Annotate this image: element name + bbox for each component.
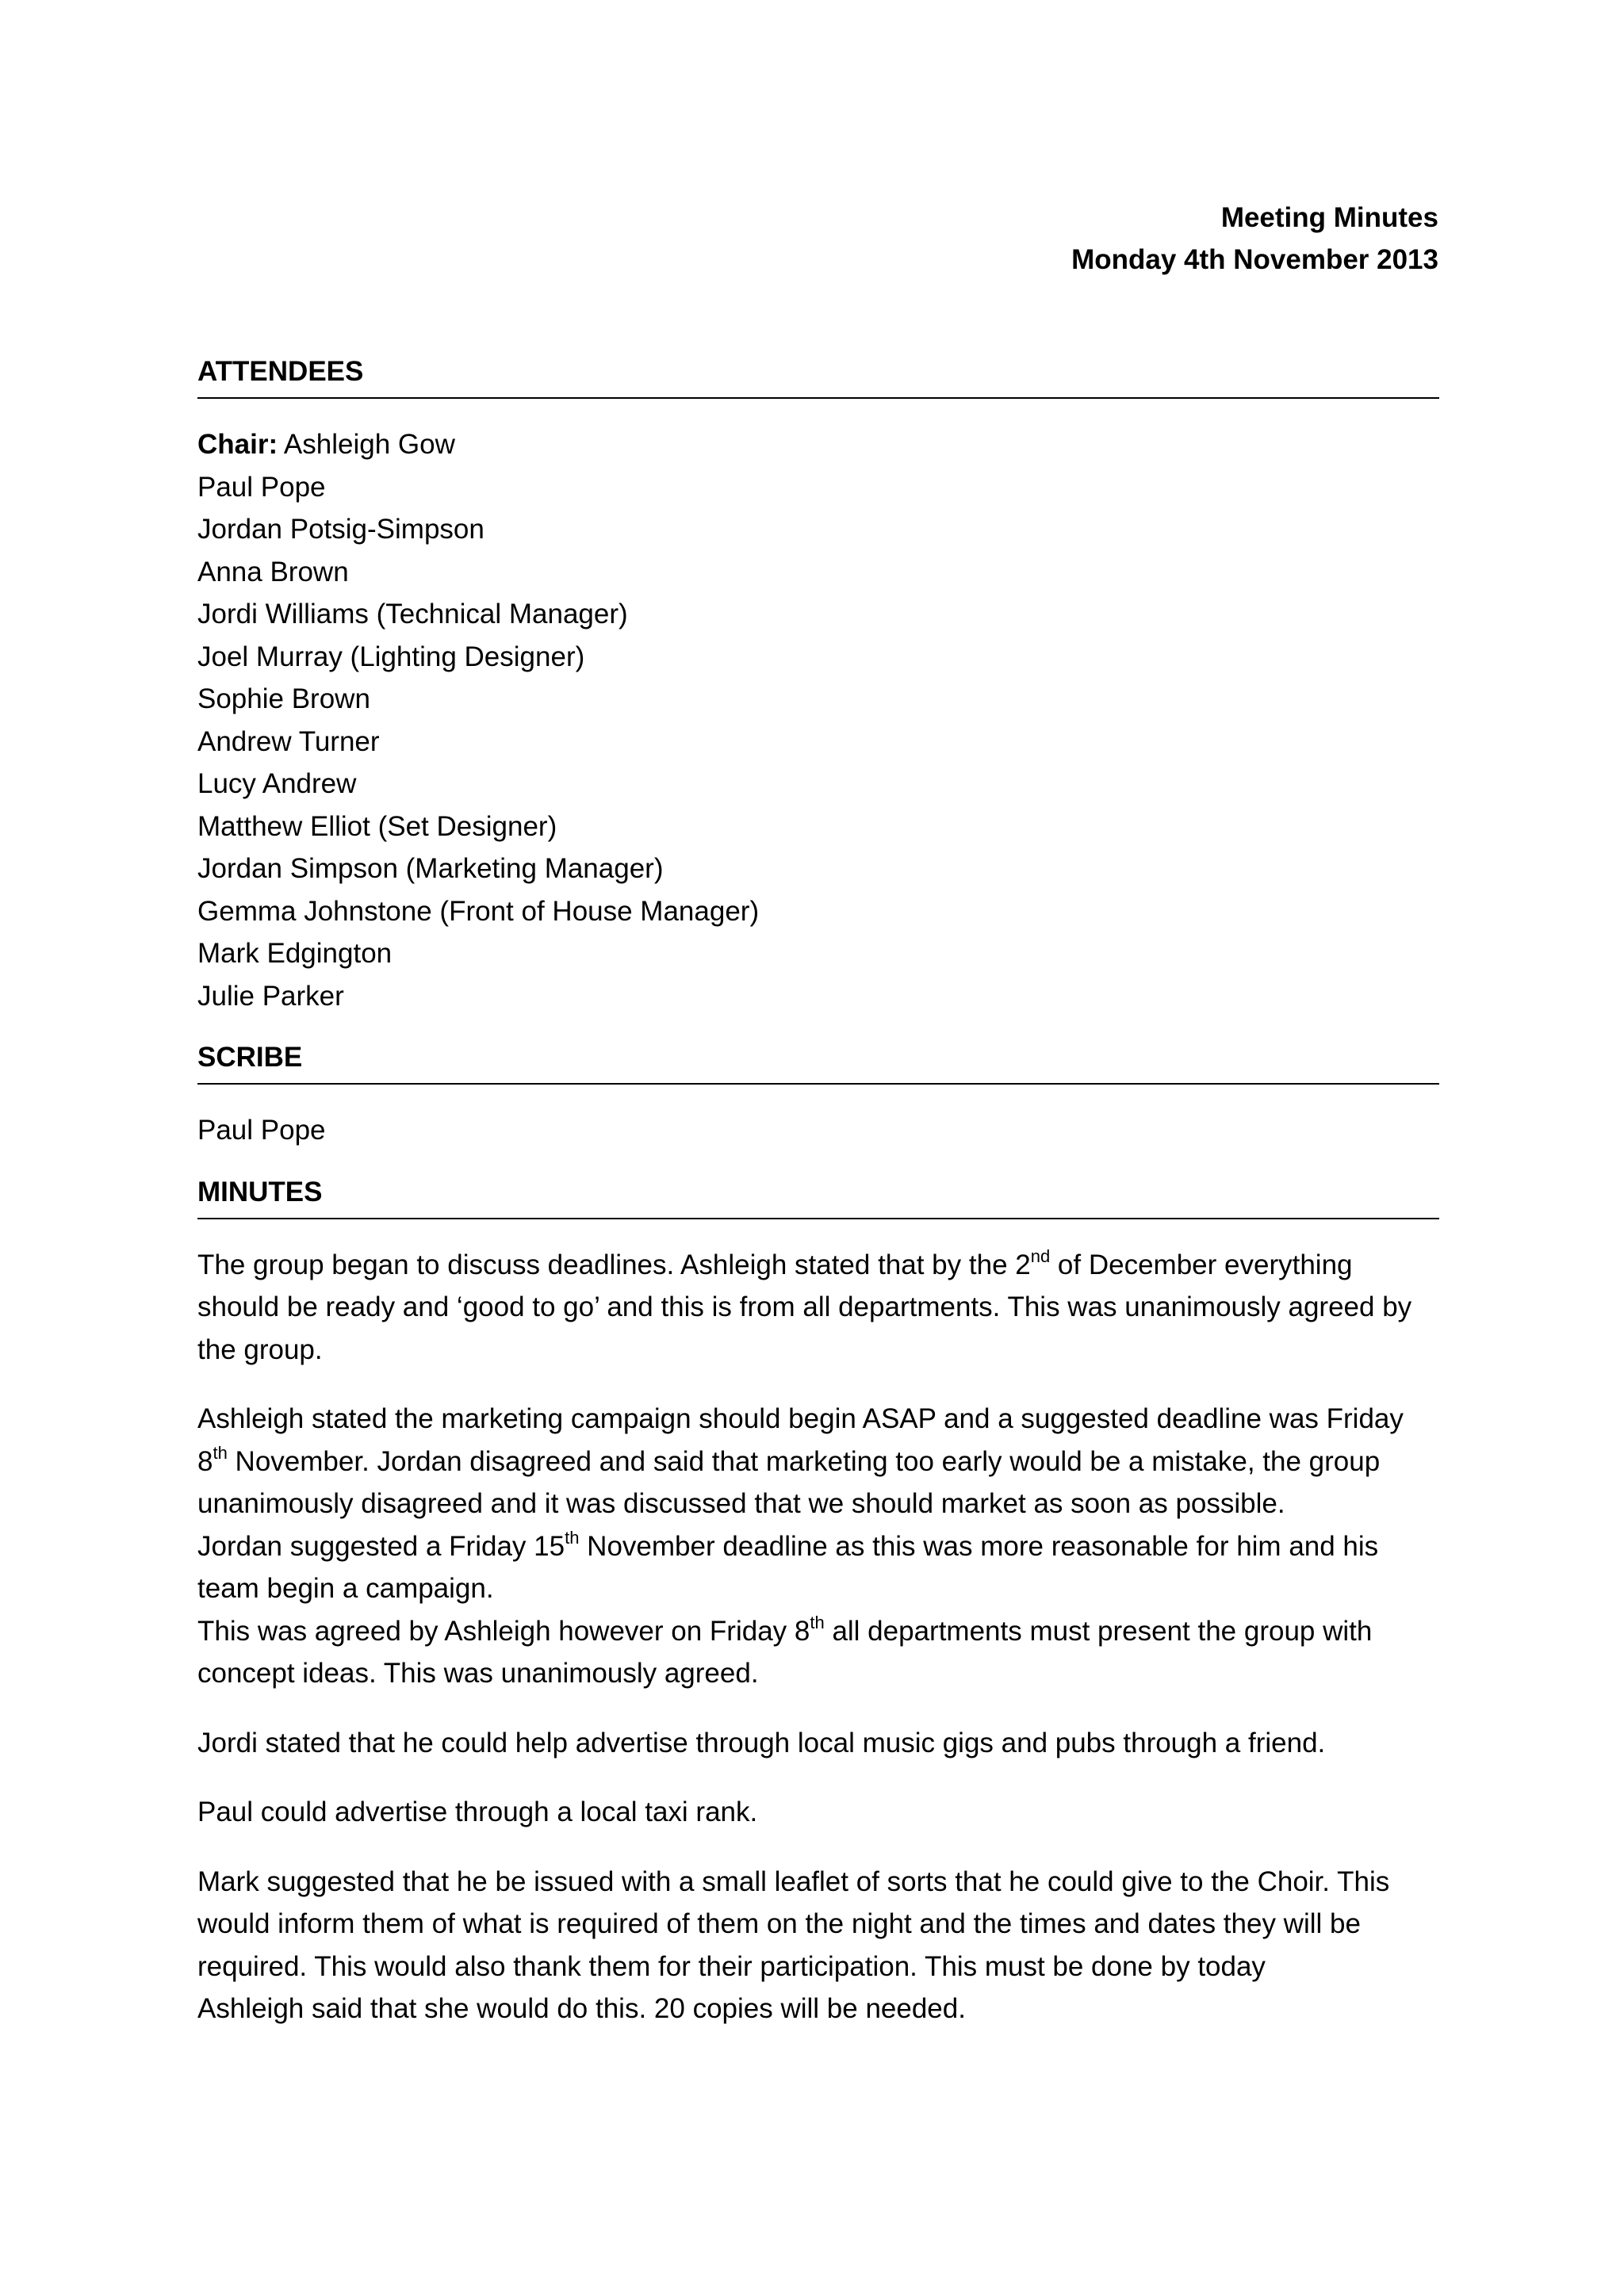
chair-name: Ashleigh Gow [278,429,455,460]
paragraph-text: The group began to discuss deadlines. Ashleigh stated that by the 2 [197,1249,1031,1280]
attendee-item: Mark Edgington [197,938,393,969]
scribe-heading: SCRIBE [197,1036,1439,1085]
paragraph-text: November. Jordan disagreed and said that marketing too early would be a mistake, the group unanimously disagreed and it was discussed that we should market as soon as possible. [197,1445,1381,1519]
minutes-paragraph [197,1610,1439,1695]
attendee-item: Gemma Johnstone (Front of House Manager) [197,895,760,927]
paragraph-text: Ashleigh stated the marketing campaign should begin ASAP and a suggested deadline was Friday 8 [197,1403,1404,1477]
scribe-name: Paul Pope [197,1115,326,1146]
attendee-item: Anna Brown [197,556,349,587]
paragraph-text: November deadline as this was more reasonable for him and his team begin a campaign. [197,1530,1379,1604]
attendee-item: Paul Pope [197,471,326,503]
attendee-item: Jordan Potsig-Simpson [197,514,485,545]
attendee-item: Matthew Elliot (Set Designer) [197,810,557,842]
minutes-paragraph: Jordi stated that he could help advertise through local music gigs and pubs through a friend. [197,1727,1326,1758]
paragraph-text: of December everything should be ready and ‘good to go’ and this is from all departments. This was unanimously agreed by the group. [197,1249,1412,1365]
minutes-paragraph [197,1525,1439,1610]
document-title: Meeting Minutes [1220,202,1438,233]
minutes-paragraph [197,1398,1439,1525]
paragraph-text: This was agreed by Ashleigh however on Friday 8 [197,1615,810,1647]
ordinal-suffix: th [213,1442,228,1463]
attendee-item: Jordan Simpson (Marketing Manager) [197,853,664,884]
ordinal-suffix: th [565,1527,580,1548]
chair-label: Chair: [197,429,278,460]
document-body [197,350,1439,2030]
attendee-item: Jordi Williams (Technical Manager) [197,599,628,629]
attendee-item: Lucy Andrew [197,768,357,799]
attendees-list [197,423,1439,1017]
minutes-paragraph [197,1244,1439,1372]
attendees-heading: ATTENDEES [197,350,1439,399]
attendee-item: Sophie Brown [197,683,370,714]
attendee-item: Julie Parker [197,980,344,1012]
meeting-date: Monday 4th November 2013 [1071,244,1438,275]
ordinal-suffix: nd [1030,1246,1051,1266]
paragraph-text: all departments must present the group with concept ideas. This was unanimously agreed. [197,1615,1373,1689]
attendee-chair [197,423,1439,466]
minutes-paragraph: Paul could advertise through a local taxi rank. [197,1797,758,1827]
attendee-item: Joel Murray (Lighting Designer) [197,641,585,672]
minutes-body [197,1244,1439,2030]
ordinal-suffix: th [810,1612,825,1632]
attendee-item: Andrew Turner [197,725,380,757]
document-header [1071,197,1438,281]
minutes-heading: MINUTES [197,1171,1439,1219]
minutes-paragraph: Ashleigh said that she would do this. 20 copies will be needed. [197,1993,966,2024]
minutes-paragraph: Mark suggested that he be issued with a small leaflet of sorts that he could give to the Choir. This would inform them of what is required of them on the night and the times and dates they will be required. This would also thank them for their participation. This must be done by today [197,1866,1390,1982]
paragraph-text: Jordan suggested a Friday 15 [197,1530,565,1562]
